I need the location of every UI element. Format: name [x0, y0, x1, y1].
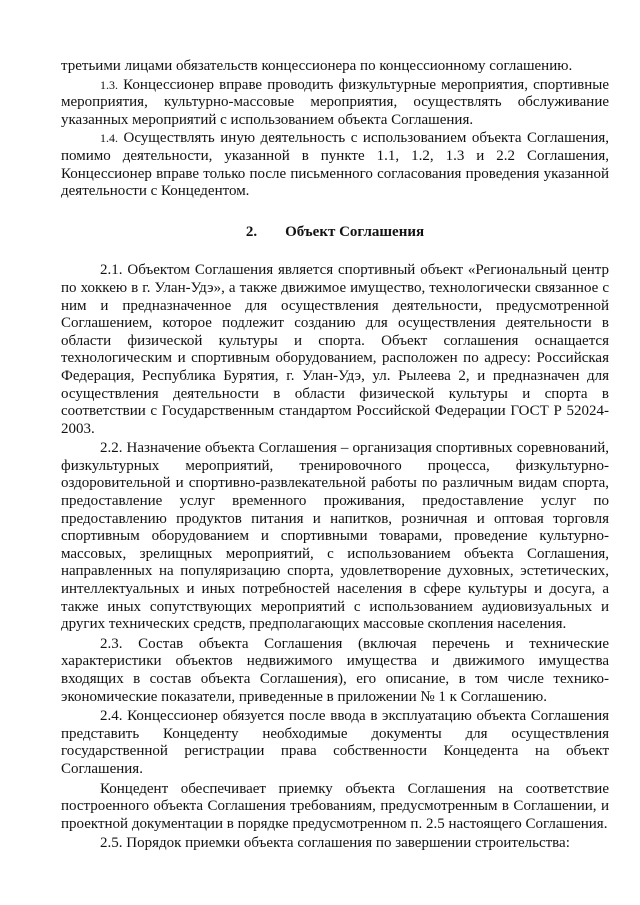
section-number: 2.	[245, 223, 258, 240]
paragraph-1-3	[61, 77, 609, 130]
paragraph-1-4	[61, 130, 609, 200]
paragraph-text: Концессионер вправе проводить физкультурные мероприятия, спортивные мероприятия, культурно-массовые мероприятия, осуществлять обслуживание указанных мероприятий с использованием объекта Соглашения.	[61, 76, 610, 128]
paragraph-2-2: 2.2. Назначение объекта Соглашения – организация спортивных соревнований, физкультурных мероприятий, тренировочного процесса, физкультурно-оздоровительной и спортивно-развлекательной работы по различным видам спорта, предоставление услуг временного проживания, предоставление услуг по предоставлению продуктов питания и напитков, розничная и оптовая торговля спортивным оборудованием и спортивными товарами, проведение культурно-массовых, зрелищных мероприятий, с использованием объекта Соглашения, направленных на популяризацию спорта, удовлетворение духовных, эстетических, интеллектуальных и иных потребностей населения в сфере культуры и досуга, а также иных сопутствующих мероприятий с использованием аудиовизуальных и других технических средств, предполагающих массовые скопления населения.	[61, 440, 609, 633]
paragraph-number: 1.3.	[100, 77, 118, 92]
paragraph-2-4-continued: Концедент обеспечивает приемку объекта Соглашения на соответствие построенного объекта Соглашения требованиям, предусмотренным в Соглашении, и проектной документации в порядке предусмотренном п. 2.5 настоящего Соглашения.	[61, 780, 609, 832]
paragraph-2-5: 2.5. Порядок приемки объекта соглашения по завершении строительства:	[100, 835, 570, 852]
document-page	[61, 58, 609, 853]
paragraph-2-4: 2.4. Концессионер обязуется после ввода в эксплуатацию объекта Соглашения представить Концеденту необходимые документы для осуществления государственной регистрации права собственности Концедента на объект Соглашения.	[61, 708, 609, 777]
paragraph-number: 1.4.	[100, 131, 118, 146]
paragraph-2-3: 2.3. Состав объекта Соглашения (включая перечень и технические характеристики объектов недвижимого имущества и движимого имущества входящих в состав объекта Соглашения), его описание, в том числе технико-экономические показатели, приведенные в приложении № 1 к Соглашению.	[61, 635, 609, 705]
section-heading	[61, 224, 609, 242]
paragraph-intro: третьими лицами обязательств концессионера по концессионному соглашению.	[61, 58, 573, 74]
section-title: Объект Соглашения	[285, 223, 425, 240]
paragraph-text: Осуществлять иную деятельность с использованием объекта Соглашения, помимо деятельности, указанной в пункте 1.1, 1.2, 1.3 и 2.2 Соглашения, Концессионер вправе только после письменного согласования проведения указанной деятельности с Концедентом.	[61, 130, 609, 200]
paragraph-2-1: 2.1. Объектом Соглашения является спортивный объект «Региональный центр по хоккею в г. Улан-Удэ», а также движимое имущество, технологически связанное с ним и предназначенное для осуществления деятельности, предусмотренной Соглашением, которое подлежит созданию для осуществления деятельности в области физической культуры и спорта. Объект соглашения оснащается технологическим и спортивным оборудованием, расположен по адресу: Российская Федерация, Республика Бурятия, г. Улан-Удэ, ул. Рылеева 2, и предназначен для осуществления деятельности в области физической культуры и спорта в соответствии с Государственным стандартом Российской Федерации ГОСТ Р 52024-2003.	[61, 262, 609, 437]
